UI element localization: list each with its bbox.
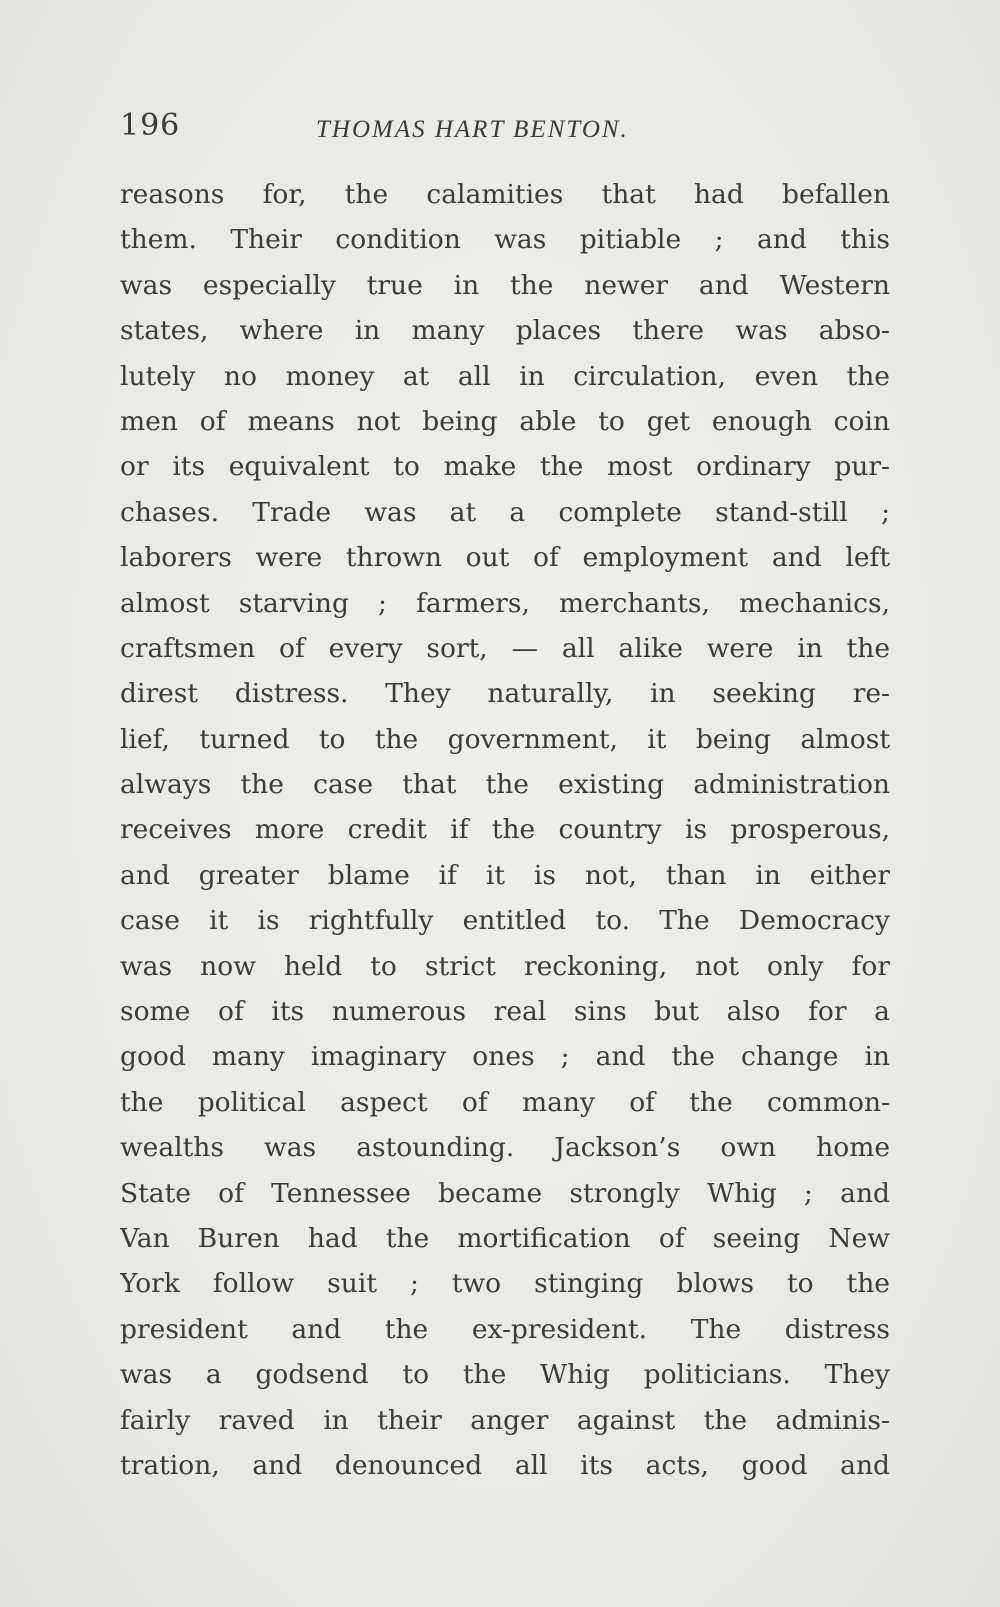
text-line: or its equivalent to make the most ordinary pur- (120, 451, 890, 483)
text-line: good many imaginary ones ; and the change in (120, 1041, 890, 1073)
text-line: tration, and denounced all its acts, good and (120, 1449, 890, 1481)
text-line: York follow suit ; two stinging blows to the (120, 1268, 890, 1300)
text-line: always the case that the existing administration (120, 769, 890, 801)
text-line: lief, turned to the government, it being almost (120, 723, 890, 755)
text-line: State of Tennessee became strongly Whig ; and (120, 1177, 890, 1209)
text-line: some of its numerous real sins but also for a (120, 996, 890, 1028)
running-head: THOMAS HART BENTON. (316, 116, 629, 143)
text-line: and greater blame if it is not, than in either (120, 859, 890, 891)
text-line: Van Buren had the mortification of seeing New (120, 1222, 890, 1254)
text-line: chases. Trade was at a complete stand-still ; (120, 496, 890, 528)
text-line: them. Their condition was pitiable ; and this (120, 224, 890, 256)
text-line: almost starving ; farmers, merchants, mechanics, (120, 587, 890, 619)
page-header (120, 108, 890, 154)
text-line: was a godsend to the Whig politicians. They (120, 1359, 890, 1391)
text-line: case it is rightfully entitled to. The Democracy (120, 905, 890, 937)
text-line: laborers were thrown out of employment and left (120, 542, 890, 574)
text-line: direst distress. They naturally, in seeking re- (120, 678, 890, 710)
text-line: receives more credit if the country is prosperous, (120, 814, 890, 846)
text-line: wealths was astounding. Jackson’s own home (120, 1132, 890, 1164)
body-text (120, 172, 890, 1488)
text-line: lutely no money at all in circulation, even the (120, 360, 890, 392)
text-line: fairly raved in their anger against the adminis- (120, 1404, 890, 1436)
text-line: reasons for, the calamities that had befallen (120, 179, 890, 210)
text-line: was now held to strict reckoning, not only for (120, 950, 890, 982)
text-line: men of means not being able to get enough coin (120, 405, 890, 437)
text-line: president and the ex-president. The distress (120, 1313, 890, 1345)
text-line: states, where in many places there was abso- (120, 315, 890, 347)
text-line: craftsmen of every sort, — all alike were in the (120, 632, 890, 664)
page-number: 196 (120, 108, 181, 143)
text-line: was especially true in the newer and Western (120, 269, 890, 301)
text-line: the political aspect of many of the common- (120, 1086, 890, 1118)
